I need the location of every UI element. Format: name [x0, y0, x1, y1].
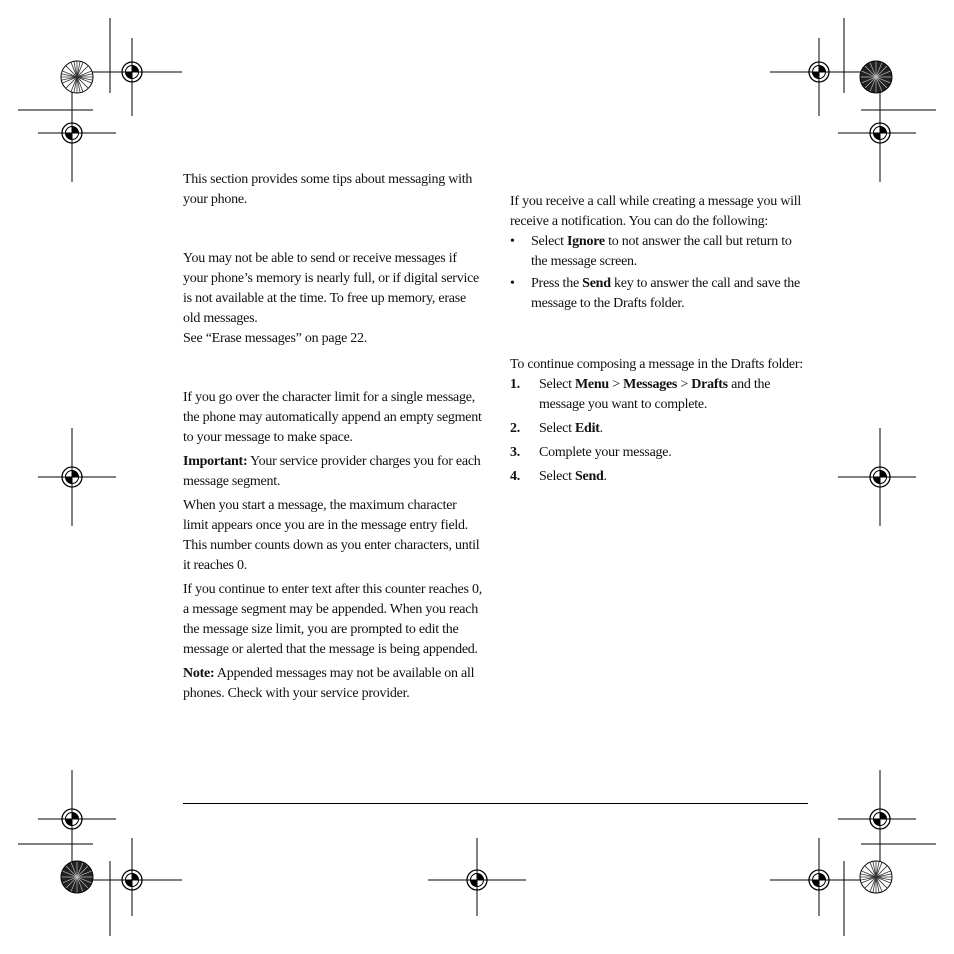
important-label: Important: [183, 454, 248, 469]
step-item: 1. Select Menu > Messages > Drafts and the message you want to complete. [510, 377, 771, 412]
continue-paragraph: If you continue to enter text after this counter reaches 0, a message segment may be appended. When you reach the message size limit, you are prompted to edit the message or alerted that the message is being appended. [183, 582, 482, 657]
registration-mark [122, 62, 142, 82]
note-text: Appended messages may not be available on all phones. Check with your service provider. [183, 666, 475, 701]
star-target-icon [860, 861, 892, 893]
registration-mark [809, 62, 829, 82]
right-column [510, 192, 810, 491]
note-label: Note: [183, 666, 215, 681]
memory-reference: See “Erase messages” on page 22. [183, 331, 368, 346]
step-item: 4. Select Send. [510, 469, 607, 484]
registration-mark [62, 123, 82, 143]
call-options-list [510, 232, 810, 314]
bullet-icon: • [510, 276, 515, 291]
memory-paragraph: You may not be able to send or receive messages if your phone’s memory is nearly full, or if digital service is not available at the time. To free up memory, erase old messages. [183, 251, 480, 326]
registration-mark [809, 870, 829, 890]
star-target-icon [61, 861, 93, 893]
registration-mark [870, 123, 890, 143]
registration-mark [467, 870, 487, 890]
note-paragraph [183, 664, 483, 704]
list-item: • Select Ignore to not answer the call but return to the message screen. [510, 234, 792, 269]
registration-mark [62, 809, 82, 829]
star-target-icon [61, 61, 93, 93]
ignore-key-label: Ignore [566, 234, 605, 249]
drafts-steps-list [510, 375, 810, 487]
step-item: 3. Complete your message. [510, 445, 672, 460]
drafts-intro-paragraph: To continue composing a message in the Drafts folder: [510, 357, 803, 372]
important-text: Your service provider charges you for each message segment. [183, 454, 481, 489]
important-paragraph [183, 452, 483, 492]
send-key-label: Send [582, 276, 611, 291]
intro-paragraph: This section provides some tips about messaging with your phone. [183, 172, 473, 207]
footer-rule [183, 803, 808, 804]
step-item: 2. Select Edit. [510, 421, 603, 436]
character-limit-paragraph: If you go over the character limit for a single message, the phone may automatically append an empty segment to your message to make space. [183, 390, 482, 445]
bullet-icon: • [510, 234, 515, 249]
registration-mark [870, 809, 890, 829]
registration-mark [122, 870, 142, 890]
star-target-icon [860, 61, 892, 93]
list-item: • Press the Send key to answer the call and save the message to the Drafts folder. [510, 276, 801, 311]
counter-paragraph: When you start a message, the maximum character limit appears once you are in the message entry field. This number counts down as you enter characters, until it reaches 0. [183, 498, 480, 573]
call-intro-paragraph: If you receive a call while creating a message you will receive a notification. You can do the following: [510, 194, 802, 229]
registration-mark [870, 467, 890, 487]
registration-mark [62, 467, 82, 487]
left-column [183, 170, 483, 704]
